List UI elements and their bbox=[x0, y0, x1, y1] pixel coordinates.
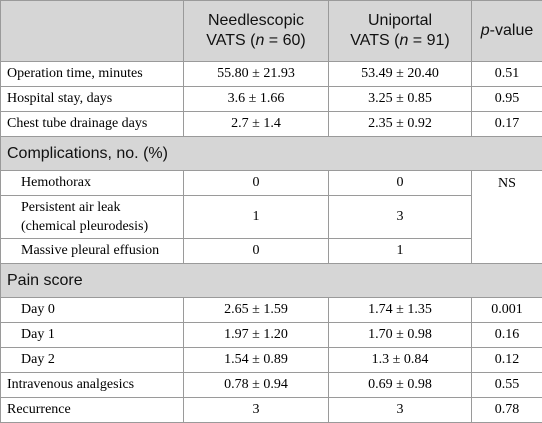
table-row bbox=[1, 239, 542, 264]
cell-uniportal: 3 bbox=[329, 398, 472, 423]
section-title: Complications, no. (%) bbox=[1, 137, 542, 171]
cell-uniportal: 3 bbox=[329, 196, 472, 239]
cell-uniportal: 1.70 ± 0.98 bbox=[329, 323, 472, 348]
header-text: VATS ( bbox=[350, 32, 399, 49]
cell-needlescopic: 2.7 ± 1.4 bbox=[184, 112, 329, 137]
row-label: Hospital stay, days bbox=[1, 87, 184, 112]
table-row bbox=[1, 196, 542, 239]
table-row bbox=[1, 171, 542, 196]
cell-needlescopic: 55.80 ± 21.93 bbox=[184, 62, 329, 87]
cell-needlescopic: 0.78 ± 0.94 bbox=[184, 373, 329, 398]
row-label: Intravenous analgesics bbox=[1, 373, 184, 398]
cell-uniportal: 0.69 ± 0.98 bbox=[329, 373, 472, 398]
table-row bbox=[1, 87, 542, 112]
section-header-pain-score bbox=[1, 264, 542, 298]
cell-uniportal: 0 bbox=[329, 171, 472, 196]
cell-needlescopic: 1 bbox=[184, 196, 329, 239]
header-n-symbol: n bbox=[255, 32, 264, 49]
row-label: Day 2 bbox=[1, 348, 184, 373]
cell-needlescopic: 0 bbox=[184, 171, 329, 196]
cell-p-value: 0.17 bbox=[472, 112, 542, 137]
header-p-symbol: p bbox=[481, 22, 490, 39]
header-p-suffix: -value bbox=[490, 22, 534, 39]
cell-uniportal: 1 bbox=[329, 239, 472, 264]
cell-needlescopic: 2.65 ± 1.59 bbox=[184, 298, 329, 323]
header-n-symbol: n bbox=[399, 32, 408, 49]
row-label bbox=[1, 196, 184, 239]
table-row bbox=[1, 298, 542, 323]
table-row bbox=[1, 373, 542, 398]
cell-p-value: 0.78 bbox=[472, 398, 542, 423]
header-needlescopic bbox=[184, 1, 329, 62]
header-n-value: = 60) bbox=[264, 32, 305, 49]
header-n-value: = 91) bbox=[408, 32, 449, 49]
header-corner-cell bbox=[1, 1, 184, 62]
row-label: Operation time, minutes bbox=[1, 62, 184, 87]
cell-p-value: 0.16 bbox=[472, 323, 542, 348]
header-needlescopic-line2 bbox=[184, 31, 328, 51]
header-uniportal-line2 bbox=[329, 31, 471, 51]
cell-needlescopic: 1.97 ± 1.20 bbox=[184, 323, 329, 348]
table-row bbox=[1, 323, 542, 348]
row-label: Day 0 bbox=[1, 298, 184, 323]
cell-needlescopic: 1.54 ± 0.89 bbox=[184, 348, 329, 373]
section-header-complications bbox=[1, 137, 542, 171]
cell-p-value-merged: NS bbox=[472, 171, 542, 264]
row-label-line1: Persistent air leak bbox=[21, 200, 121, 215]
header-text: VATS ( bbox=[206, 32, 255, 49]
row-label: Hemothorax bbox=[1, 171, 184, 196]
header-uniportal-line1: Uniportal bbox=[329, 11, 471, 31]
section-title: Pain score bbox=[1, 264, 542, 298]
row-label: Massive pleural effusion bbox=[1, 239, 184, 264]
row-label: Day 1 bbox=[1, 323, 184, 348]
cell-needlescopic: 3.6 ± 1.66 bbox=[184, 87, 329, 112]
header-row bbox=[1, 1, 542, 62]
cell-uniportal: 3.25 ± 0.85 bbox=[329, 87, 472, 112]
header-p-value bbox=[472, 1, 542, 62]
table-row bbox=[1, 348, 542, 373]
cell-p-value: 0.001 bbox=[472, 298, 542, 323]
cell-p-value: 0.95 bbox=[472, 87, 542, 112]
cell-p-value: 0.55 bbox=[472, 373, 542, 398]
cell-p-value: 0.12 bbox=[472, 348, 542, 373]
cell-needlescopic: 0 bbox=[184, 239, 329, 264]
header-uniportal bbox=[329, 1, 472, 62]
row-label: Chest tube drainage days bbox=[1, 112, 184, 137]
cell-uniportal: 1.3 ± 0.84 bbox=[329, 348, 472, 373]
table-row bbox=[1, 112, 542, 137]
header-needlescopic-line1: Needlescopic bbox=[184, 11, 328, 31]
cell-uniportal: 2.35 ± 0.92 bbox=[329, 112, 472, 137]
cell-needlescopic: 3 bbox=[184, 398, 329, 423]
row-label-line2: (chemical pleurodesis) bbox=[21, 219, 148, 234]
cell-uniportal: 53.49 ± 20.40 bbox=[329, 62, 472, 87]
cell-p-value: 0.51 bbox=[472, 62, 542, 87]
table-row bbox=[1, 62, 542, 87]
cell-uniportal: 1.74 ± 1.35 bbox=[329, 298, 472, 323]
row-label: Recurrence bbox=[1, 398, 184, 423]
